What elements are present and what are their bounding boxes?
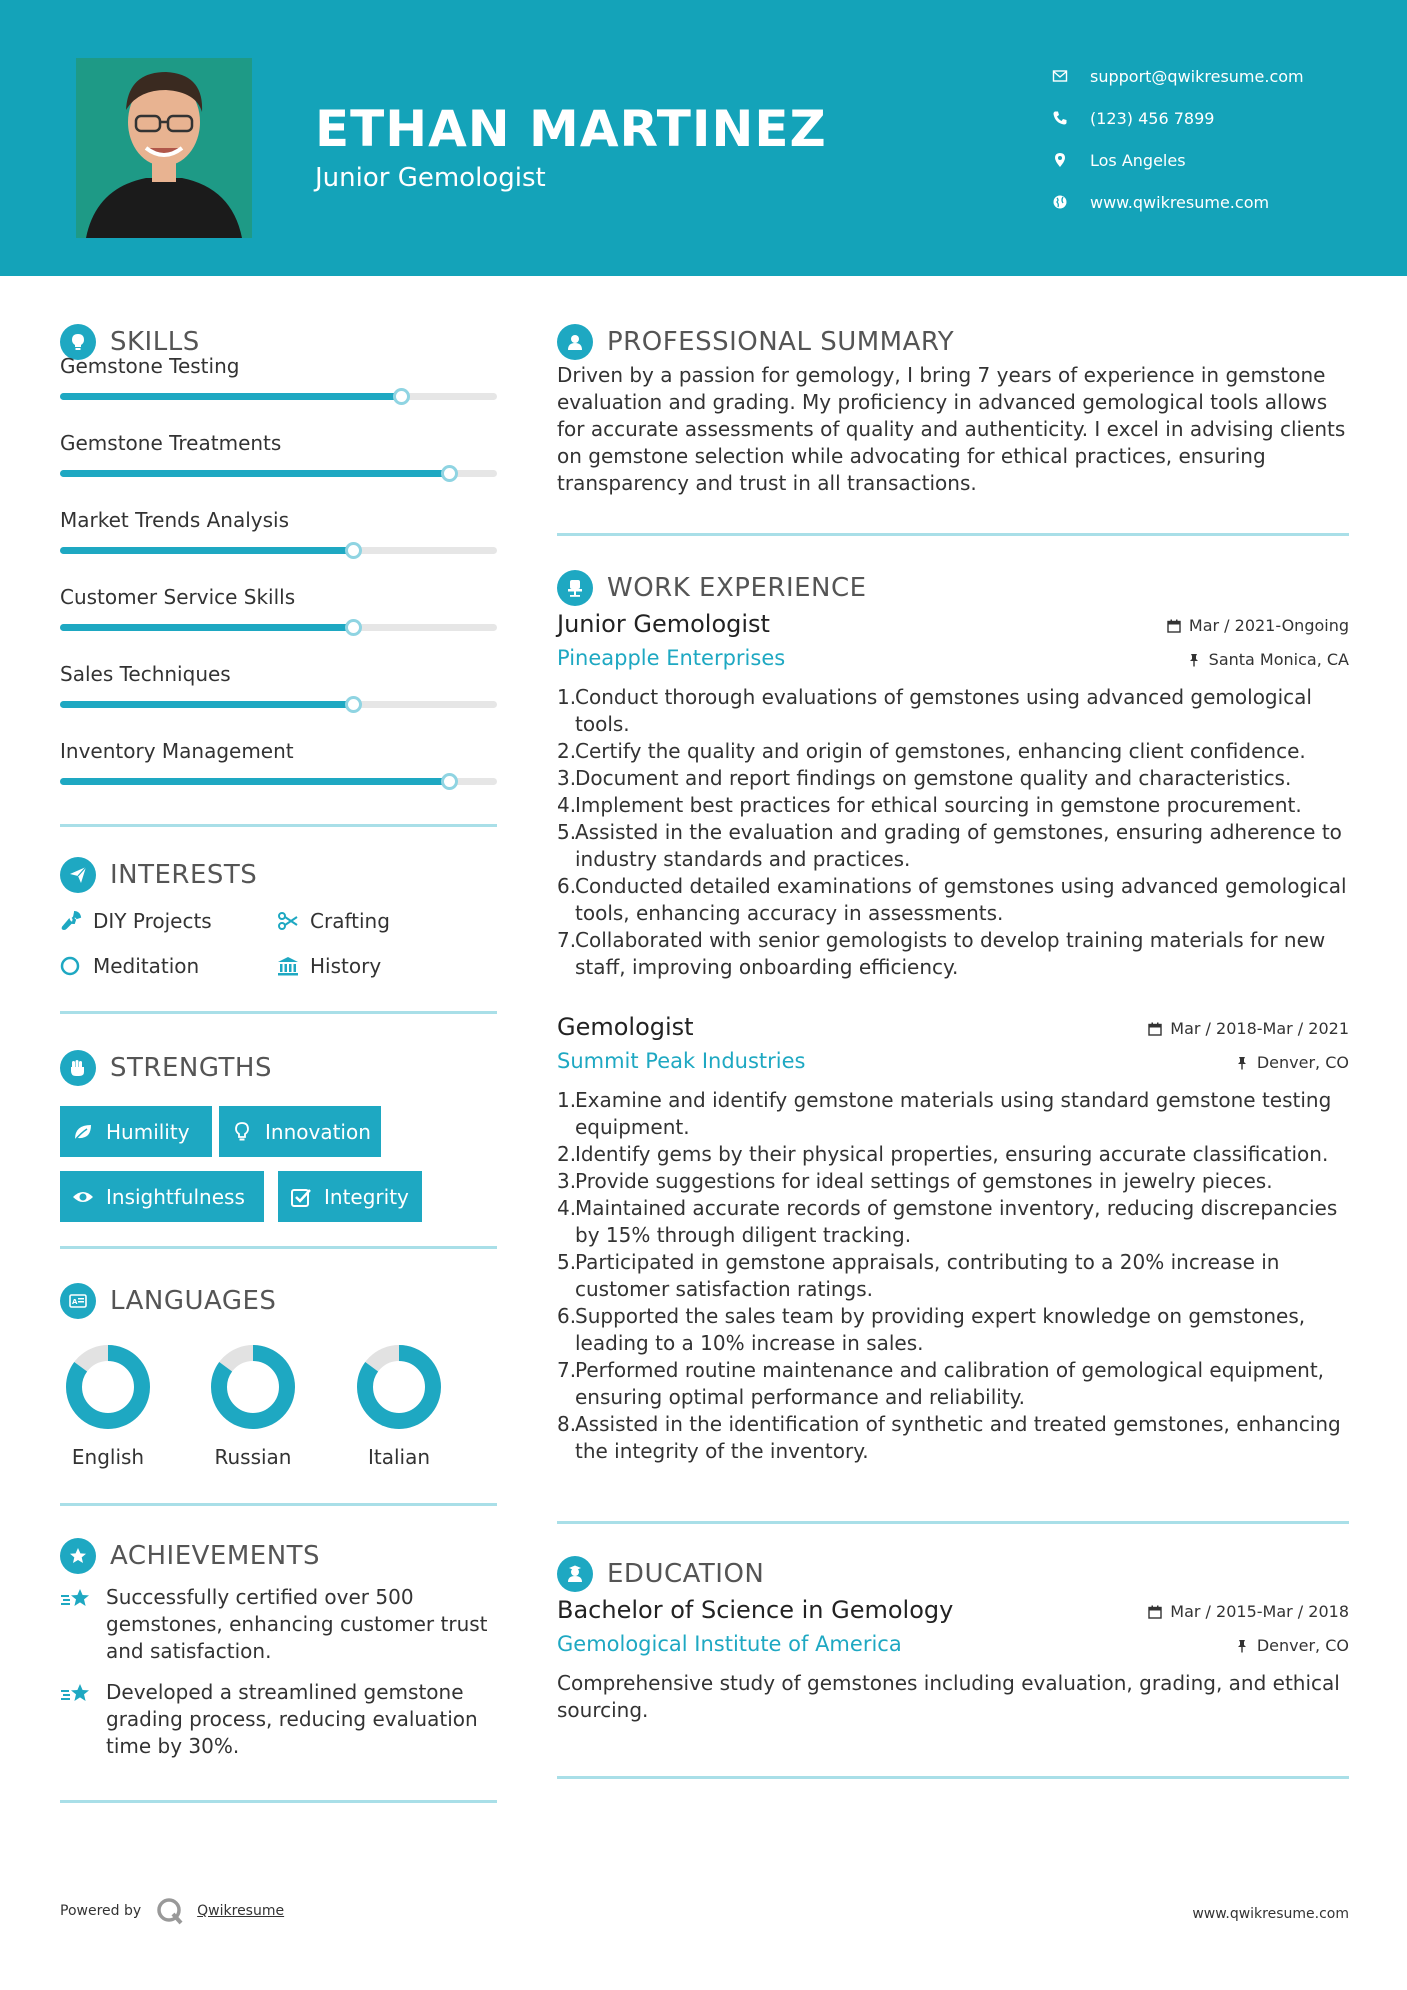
strength-label: Integrity (324, 1184, 409, 1209)
skill-name: Inventory Management (60, 739, 294, 763)
language-item (198, 1343, 308, 1469)
language-name: Italian (367, 1445, 431, 1469)
duty-list (557, 1087, 1349, 1465)
skill-bar (60, 624, 497, 631)
language-item (344, 1343, 454, 1469)
svg-text:A: A (72, 1298, 78, 1306)
language-name: English (71, 1445, 145, 1469)
skill-item (60, 739, 497, 816)
achievement-text: Successfully certified over 500 gemstones, enhancing customer trust and satisfaction. (106, 1585, 488, 1663)
leaf-icon (72, 1121, 94, 1143)
circle-icon (60, 955, 93, 977)
education-date-text: Mar / 2015-Mar / 2018 (1170, 1602, 1349, 1621)
summary-title: PROFESSIONAL SUMMARY (607, 327, 955, 357)
education-title: EDUCATION (607, 1559, 765, 1589)
phone-icon (1052, 110, 1090, 126)
briefcase-chair-icon (557, 570, 593, 606)
language-ring (64, 1343, 152, 1431)
section-divider (60, 1246, 497, 1249)
powered-by-label: Powered by (60, 1903, 142, 1919)
contact-phone[interactable] (1052, 97, 1392, 139)
duty-item: Assisted in the evaluation and grading of gemstones, ensuring adherence to industry standards and practices. (575, 820, 1342, 871)
degree-title: Bachelor of Science in Gemology (557, 1596, 954, 1624)
section-divider (557, 1776, 1349, 1779)
interests-title: INTERESTS (110, 860, 258, 890)
strength-label: Insightfulness (106, 1184, 245, 1209)
skill-bar (60, 547, 497, 554)
footer-powered-by (60, 1896, 284, 1926)
calendar-icon (1148, 1022, 1162, 1036)
candidate-name: ETHAN MARTINEZ (315, 100, 827, 158)
summary-heading (557, 318, 1349, 366)
duty-item: Collaborated with senior gemologists to develop training materials for new staff, improving onboarding efficiency. (575, 928, 1326, 979)
interests-list (60, 909, 497, 1001)
contact-list (1052, 55, 1392, 223)
scissors-icon (277, 910, 310, 932)
achievement-item (60, 1679, 497, 1760)
star-speed-icon (60, 1584, 106, 1665)
skill-bar (60, 701, 497, 708)
interest-label: Meditation (93, 954, 200, 978)
job-date-text: Mar / 2018-Mar / 2021 (1170, 1019, 1349, 1038)
skill-name: Customer Service Skills (60, 585, 296, 609)
job-location (1187, 650, 1349, 669)
interest-item (60, 954, 199, 978)
left-column (60, 318, 497, 1803)
wrench-icon (60, 910, 93, 932)
contact-location (1052, 139, 1392, 181)
skill-item (60, 431, 497, 508)
education-description: Comprehensive study of gemstones including evaluation, grading, and ethical sourcing. (557, 1671, 1340, 1722)
experience-heading (557, 564, 1349, 612)
pin-icon (1235, 1639, 1249, 1653)
interest-item (277, 909, 390, 933)
skill-item (60, 662, 497, 739)
skill-name: Gemstone Testing (60, 354, 240, 378)
check-square-icon (290, 1186, 312, 1208)
section-divider (60, 1011, 497, 1014)
duty-list (557, 684, 1349, 981)
user-icon (557, 324, 593, 360)
duty-item: Document and report findings on gemstone quality and characteristics. (575, 766, 1292, 790)
job-title: Gemologist (557, 1013, 694, 1041)
pin-icon (1235, 1056, 1249, 1070)
duty-item: Conducted detailed examinations of gemstones using advanced gemological tools, enhancing accuracy in assessments. (575, 874, 1347, 925)
education-heading (557, 1550, 1349, 1598)
job-location-text: Denver, CO (1256, 1053, 1349, 1072)
job-entry (557, 610, 1349, 981)
section-divider (60, 1800, 497, 1803)
language-ring (355, 1343, 443, 1431)
envelope-icon (1052, 68, 1090, 84)
education-date (1148, 1602, 1349, 1621)
interest-label: Crafting (310, 909, 390, 933)
achievements-heading (60, 1532, 497, 1580)
school-name: Gemological Institute of America (557, 1632, 902, 1656)
job-location (1235, 1053, 1349, 1072)
interest-label: History (310, 954, 382, 978)
skills-title: SKILLS (110, 327, 200, 357)
summary-text: Driven by a passion for gemology, I bring 7 years of experience in gemstone evaluation and grading. My proficiency in advanced gemological tools allows for accurate assessments of quality and authenticity. I excel in advising clients on gemstone selection while advocating for ethical practices, ensuring transparency and trust in all transactions. (557, 363, 1346, 495)
job-date (1167, 616, 1349, 635)
skill-bar (60, 393, 497, 400)
duty-item: Examine and identify gemstone materials using standard gemstone testing equipment. (575, 1088, 1332, 1139)
skills-list (60, 354, 497, 816)
strengths-title: STRENGTHS (110, 1053, 272, 1083)
achievement-item (60, 1584, 497, 1665)
achievement-text: Developed a streamlined gemstone grading process, reducing evaluation time by 30%. (106, 1680, 478, 1758)
globe-icon (1052, 194, 1090, 210)
job-title: Junior Gemologist (557, 610, 770, 638)
resume-header (0, 0, 1407, 276)
profile-photo (76, 58, 252, 238)
calendar-icon (1148, 1605, 1162, 1619)
education-entry (557, 1596, 1349, 1724)
lightbulb-icon (231, 1121, 253, 1143)
strengths-list (60, 1106, 497, 1234)
skill-name: Market Trends Analysis (60, 508, 290, 532)
qwikresume-logo-icon (155, 1896, 185, 1926)
pin-icon (1187, 653, 1201, 667)
section-divider (60, 1503, 497, 1506)
paper-plane-icon (60, 857, 96, 893)
job-location-text: Santa Monica, CA (1208, 650, 1349, 669)
duty-item: Participated in gemstone appraisals, contributing to a 20% increase in customer satisfaction ratings. (575, 1250, 1280, 1301)
duty-item: Performed routine maintenance and calibration of gemological equipment, ensuring optimal performance and reliability. (575, 1358, 1325, 1409)
skill-item (60, 354, 497, 431)
section-divider (60, 824, 497, 827)
strength-label: Humility (106, 1119, 190, 1144)
job-date (1148, 1019, 1349, 1038)
job-entry (557, 1013, 1349, 1465)
contact-website-text[interactable]: www.qwikresume.com (1090, 192, 1270, 212)
calendar-icon (1167, 619, 1181, 633)
education-location (1235, 1636, 1349, 1655)
duty-item: Maintained accurate records of gemstone inventory, reducing discrepancies by 15% through diligent tracking. (575, 1196, 1338, 1247)
language-icon (60, 1283, 96, 1319)
duty-item: Implement best practices for ethical sourcing in gemstone procurement. (575, 793, 1302, 817)
star-icon (60, 1538, 96, 1574)
section-divider (557, 533, 1349, 536)
achievements-title: ACHIEVEMENTS (110, 1541, 321, 1571)
company-name: Pineapple Enterprises (557, 646, 786, 670)
duty-item: Supported the sales team by providing expert knowledge on gemstones, leading to a 10% increase in sales. (575, 1304, 1306, 1355)
language-item (53, 1343, 163, 1469)
duty-item: Conduct thorough evaluations of gemstones using advanced gemological tools. (575, 685, 1312, 736)
skill-item (60, 508, 497, 585)
fist-icon (60, 1050, 96, 1086)
skill-bar (60, 778, 497, 785)
strength-tag (60, 1106, 212, 1157)
contact-email-text[interactable]: support@qwikresume.com (1090, 66, 1304, 86)
duty-item: Provide suggestions for ideal settings of gemstones in jewelry pieces. (575, 1169, 1273, 1193)
skill-bar (60, 470, 497, 477)
education-location-text: Denver, CO (1256, 1636, 1349, 1655)
contact-email[interactable] (1052, 55, 1392, 97)
qwikresume-link[interactable]: Qwikresume (197, 1903, 285, 1919)
language-name: Russian (214, 1445, 292, 1469)
graduate-icon (557, 1556, 593, 1592)
interest-item (60, 909, 212, 933)
contact-location-text: Los Angeles (1090, 150, 1186, 170)
contact-website[interactable] (1052, 181, 1392, 223)
strengths-heading (60, 1044, 497, 1092)
interest-label: DIY Projects (93, 909, 212, 933)
map-marker-icon (1052, 152, 1090, 168)
skill-item (60, 585, 497, 662)
duty-item: Assisted in the identification of synthetic and treated gemstones, enhancing the integrity of the inventory. (575, 1412, 1341, 1463)
eye-icon (72, 1186, 94, 1208)
languages-list (60, 1343, 497, 1493)
interests-heading (60, 851, 497, 899)
languages-heading (60, 1277, 497, 1325)
skill-name: Gemstone Treatments (60, 431, 282, 455)
achievements-list (60, 1584, 497, 1760)
strength-tag (60, 1171, 264, 1222)
company-name: Summit Peak Industries (557, 1049, 806, 1073)
job-date-text: Mar / 2021-Ongoing (1188, 616, 1349, 635)
skill-name: Sales Techniques (60, 662, 231, 686)
duty-item: Certify the quality and origin of gemstones, enhancing client confidence. (575, 739, 1306, 763)
candidate-title: Junior Gemologist (315, 163, 546, 193)
language-ring (209, 1343, 297, 1431)
strength-tag (278, 1171, 422, 1222)
star-speed-icon (60, 1679, 106, 1760)
strength-tag (219, 1106, 381, 1157)
footer-website[interactable]: www.qwikresume.com (1192, 1906, 1349, 1922)
contact-phone-text[interactable]: (123) 456 7899 (1090, 108, 1215, 128)
strength-label: Innovation (265, 1119, 371, 1144)
section-divider (557, 1521, 1349, 1524)
institution-icon (277, 955, 310, 977)
experience-title: WORK EXPERIENCE (607, 573, 867, 603)
languages-title: LANGUAGES (110, 1286, 277, 1316)
interest-item (277, 954, 381, 978)
duty-item: Identify gems by their physical properties, ensuring accurate classification. (575, 1142, 1329, 1166)
right-column (557, 318, 1349, 1779)
